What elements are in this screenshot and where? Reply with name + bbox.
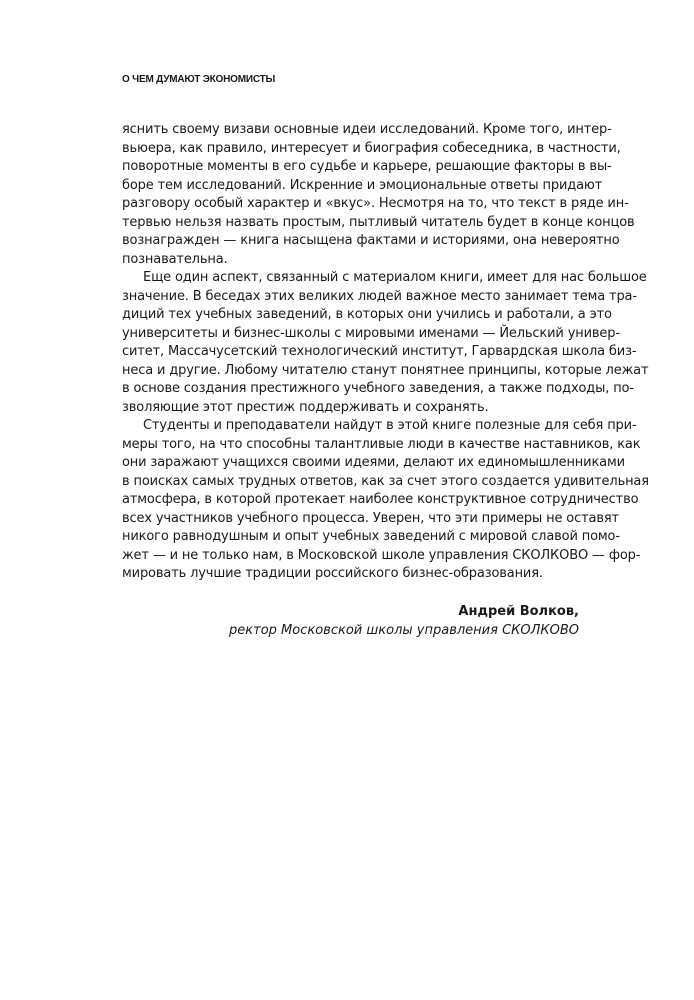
text-line: боре тем исследований. Искренние и эмоциональные ответы придают — [122, 177, 603, 193]
text-line: атмосфера, в которой протекает наиболее конструктивное сотрудничество — [122, 492, 639, 507]
paragraph — [122, 417, 649, 584]
text-line: неса и другие. Любому читателю станут понятнее принципы, которые лежат — [122, 362, 649, 378]
text-line: ситет, Массачусетский технологический институт, Гарвардская школа биз- — [122, 344, 637, 359]
text-line: разговору особый характер и «вкус». Несмотря на то, что текст в ряде ин- — [122, 196, 629, 211]
text-line: Еще один аспект, связанный с материалом книги, имеет для нас большое — [143, 270, 647, 285]
text-line: вознагражден — книга насыщена фактами и историями, она невероятно — [122, 233, 620, 248]
body-text — [122, 121, 649, 584]
signature-name: Андрей Волков, — [458, 604, 579, 619]
text-line: всех участников учебного процесса. Уверен, что эти примеры не оставят — [122, 510, 619, 526]
text-line: яснить своему визави основные идеи исследований. Кроме того, интер- — [122, 122, 612, 137]
signature-title: ректор Московской школы управления СКОЛКОВО — [229, 623, 579, 638]
text-line: в основе создания престижного учебного заведения, а также подходы, по- — [122, 381, 634, 396]
text-line: вьюера, как правило, интересует и биография собеседника, в частности, — [122, 140, 621, 156]
text-line: значение. В беседах этих великих людей важное место занимает тема тра- — [122, 288, 637, 304]
text-line: тервью нельзя назвать простым, пытливый читатель будет в конце концов — [122, 214, 635, 230]
text-line: они заражают учащихся своими идеями, делают их единомышленниками — [122, 455, 625, 470]
text-line: в поисках самых трудных ответов, как за счет этого создается удивительная — [122, 473, 649, 489]
text-line: никого равнодушным и опыт учебных заведений с мировой славой помо- — [122, 529, 620, 544]
paragraph — [122, 269, 649, 417]
text-line: Студенты и преподаватели найдут в этой книге полезные для себя при- — [143, 418, 637, 433]
running-header: О ЧЕМ ДУМАЮТ ЭКОНОМИСТЫ — [122, 74, 276, 85]
text-line: поворотные моменты в его судьбе и карьере, решающие факторы в вы- — [122, 159, 612, 174]
text-line: зволяющие этот престиж поддерживать и сохранять. — [122, 399, 489, 415]
text-line: университеты и бизнес-школы с мировыми именами — Йельский универ- — [122, 325, 620, 341]
text-line: жет — и не только нам, в Московской школе управления СКОЛКОВО — фор- — [122, 547, 641, 563]
text-line: познавательна. — [122, 251, 228, 267]
text-line: диций тех учебных заведений, в которых они учились и работали, а это — [122, 307, 612, 322]
text-line: меры того, на что способны талантливые люди в качестве наставников, как — [122, 436, 641, 452]
paragraph — [122, 121, 635, 269]
text-line: мировать лучшие традиции российского бизнес-образования. — [122, 566, 543, 581]
